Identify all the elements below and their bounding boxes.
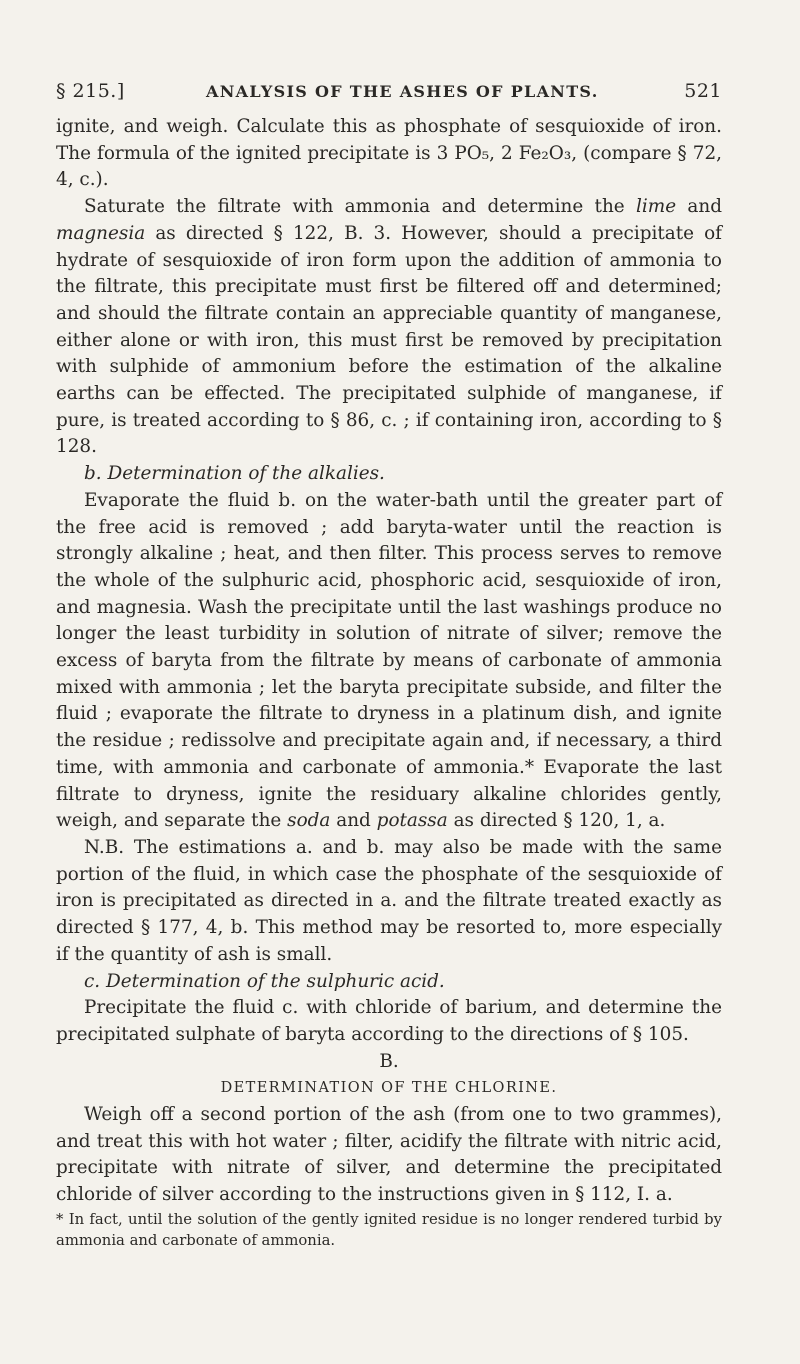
potassa-term: potassa [376,810,448,832]
section-letter: B. [379,1050,399,1072]
soda-term: soda [287,810,331,832]
heading-alkalies: b. Determination of the alkalies. [84,463,385,485]
paragraph-6: Weigh off a second portion of the ash (from one to two grammes), and treat this with hot water ; filter, acidify the filtrate with nitric acid, precipitate with nitrate of silver, and determine the precipitated chloride of silver according to the instructions given in § 112, I. a. [56,1104,722,1206]
paragraph-1: ignite, and weigh. Calculate this as phosphate of sesquioxide of iron. The formula of the ignited precipitate is 3 PO₅, 2 Fe₂O₃, (compare § 72, 4, c.). [56,116,722,191]
paragraph-3: Evaporate the fluid b. on the water-bath until the greater part of the free acid is removed ; add baryta-water until the reaction is strongly alkaline ; heat, and then filter. This process serves to remove the whole of the sulphuric acid, phosphoric acid, sesquioxide of iron, and magnesia. Wash the precipitate until the last washings produce no longer the least turbidity in solution of nitrate of silver; remove the excess of baryta from the filtrate by means of carbonate of ammonia mixed with ammonia ; let the baryta precipitate subside, and filter the fluid ; evaporate the filtrate to dryness in a platinum dish, and ignite the residue ; redissolve and precipitate again and, if necessary, a third time, with ammonia and carbonate of ammonia.* Evaporate the last filtrate to dryness, ignite the residuary alkaline chlorides gently, weigh, and separate the soda and potassa as directed § 120, 1, a. [56,489,722,832]
running-title: ANALYSIS OF THE ASHES OF PLANTS. [206,82,599,101]
heading-sulphuric-acid: c. Determination of the sulphuric acid. [84,970,445,992]
page-header [56,80,722,108]
footnote: * In fact, until the solution of the gently ignited residue is no longer rendered turbid by ammonia and carbonate of ammonia. [56,1210,722,1249]
section-reference: § 215.] [56,80,125,102]
magnesia-term: magnesia [56,222,146,244]
paragraph-nb: N.B. The estimations a. and b. may also be made with the same portion of the fluid, in which case the phosphate of the sesquioxide of iron is precipitated as directed in a. and the filtrate treated exactly as directed § 177, 4, b. This method may be resorted to, more especially if the quantity of ash is small. [56,836,722,965]
body-text [56,114,722,1251]
paragraph-5: Precipitate the fluid c. with chloride of barium, and determine the precipitated sulphate of baryta according to the directions of § 105. [56,997,722,1045]
lime-term: lime [636,196,677,218]
page-number: 521 [684,80,722,102]
section-title: DETERMINATION OF THE CHLORINE. [220,1080,558,1097]
paragraph-2: Saturate the filtrate with ammonia and determine the lime and magnesia as directed § 122, B. 3. However, should a precipitate of hydrate of sesquioxide of iron form upon the addition of ammonia to the filtrate, this precipitate must first be filtered off and determined; and should the filtrate contain an appreciable quantity of manganese, either alone or with iron, this must first be removed by precipitation with sulphide of ammonium before the estimation of the alkaline earths can be effected. The precipitated sulphide of manganese, if pure, is treated according to § 86, c. ; if containing iron, according to § 128. [56,196,722,458]
